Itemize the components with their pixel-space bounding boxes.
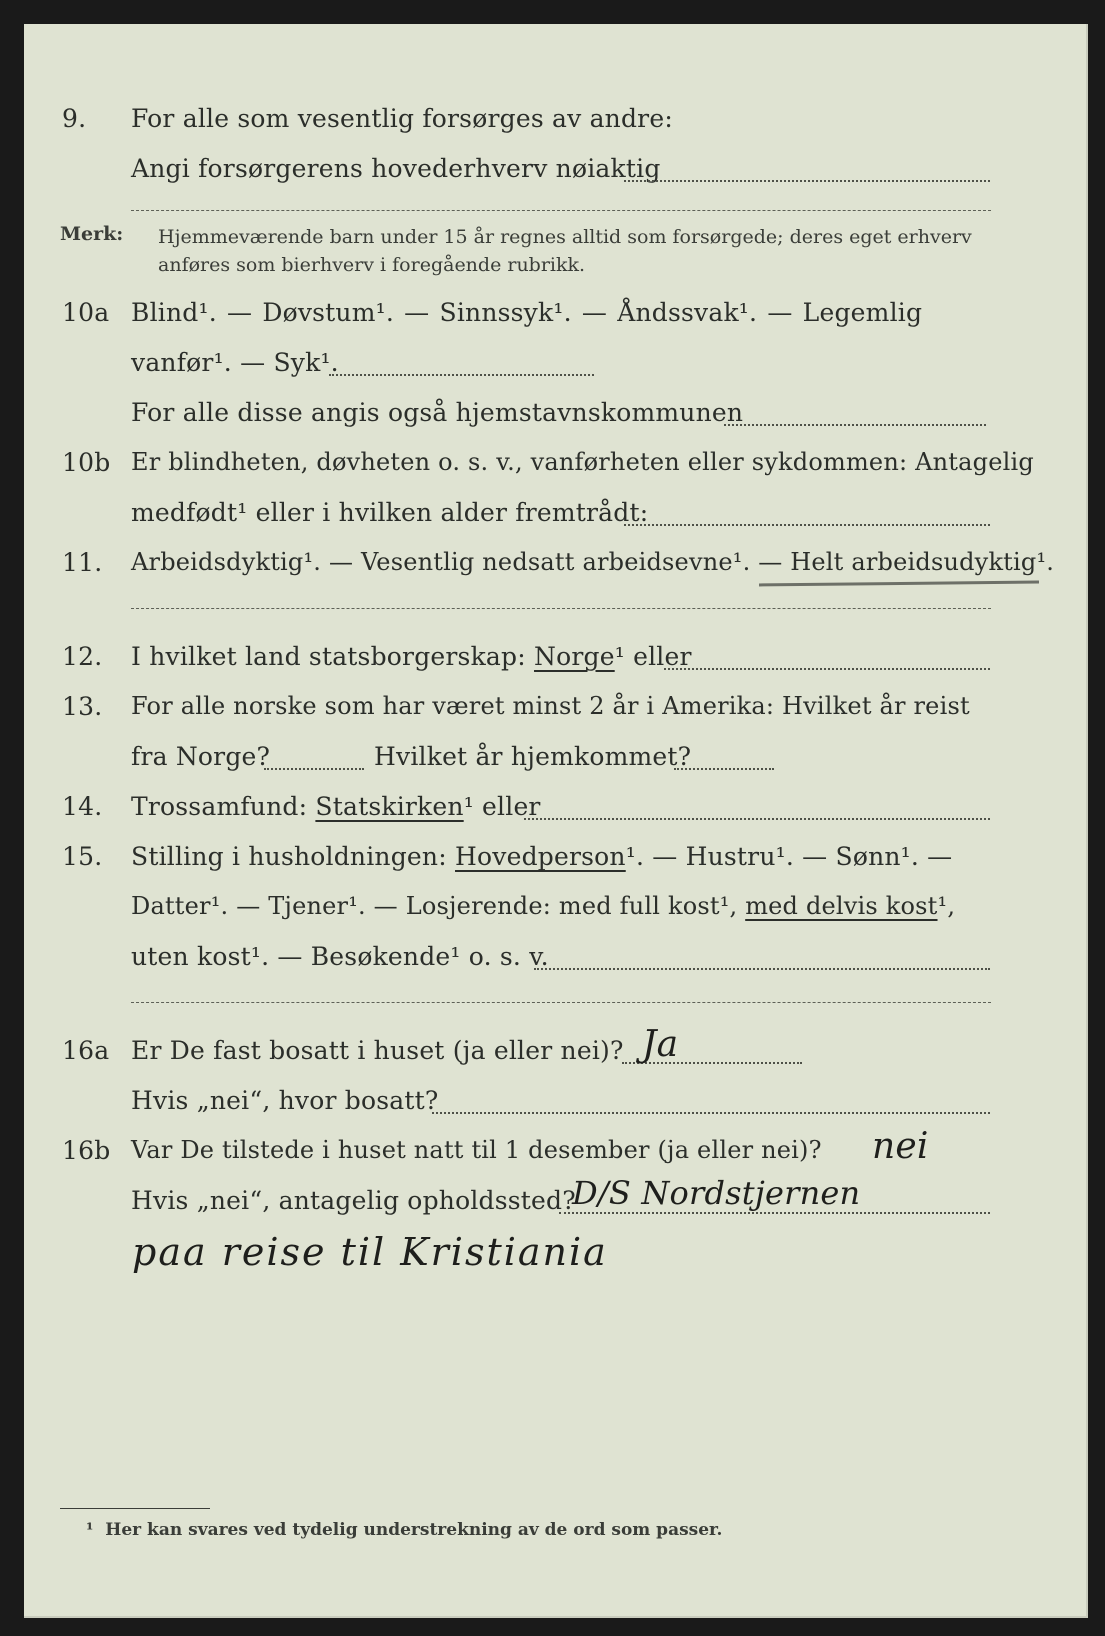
question-text xyxy=(131,842,952,871)
answer-line xyxy=(674,768,774,770)
question-13 xyxy=(24,686,1086,734)
question-text: Hvis „nei“, antagelig opholdssted? xyxy=(131,1186,576,1215)
answer-line xyxy=(432,1112,990,1114)
question-text-part: Datter¹. — Tjener¹. — Losjerende: med full kost¹, xyxy=(131,892,746,920)
answer-line xyxy=(559,1212,990,1214)
question-10a-line3 xyxy=(24,392,1086,440)
question-16b-line2 xyxy=(24,1174,1086,1228)
answer-line xyxy=(131,1002,991,1003)
question-16a xyxy=(24,1024,1086,1078)
footnote xyxy=(86,1520,722,1540)
question-text: Hvis „nei“, hvor bosatt? xyxy=(131,1086,439,1115)
question-text: vanfør¹. — Syk¹. xyxy=(131,348,339,377)
note-text: Hjemmeværende barn under 15 år regnes alltid som forsørgede; deres eget erhverv anføres som bierhverv i foregående rubrikk. xyxy=(158,226,972,276)
underlined-answer: Norge xyxy=(534,642,615,671)
answer-line xyxy=(131,608,991,609)
question-number: 12. xyxy=(62,642,103,671)
footnote-text: Her kan svares ved tydelig understrekning av de ord som passer. xyxy=(105,1520,723,1540)
answer-line xyxy=(329,374,594,376)
handwritten-answer: D/S Nordstjernen xyxy=(572,1174,861,1212)
pencil-stroke xyxy=(759,581,1039,587)
question-number: 10a xyxy=(62,298,110,327)
question-11 xyxy=(24,542,1086,590)
question-10b xyxy=(24,442,1086,490)
question-number: 16b xyxy=(62,1136,111,1165)
question-text-part: ¹ eller xyxy=(614,642,692,671)
handwritten-answer-continued: paa reise til Kristiania xyxy=(132,1230,608,1274)
question-text xyxy=(131,892,955,920)
question-text-part: ¹ eller xyxy=(463,792,541,821)
question-text: Blind¹. — Døvstum¹. — Sinnssyk¹. — Åndssvak¹. — Legemlig xyxy=(131,298,923,327)
underlined-answer: Statskirken xyxy=(315,792,464,821)
question-14 xyxy=(24,786,1086,834)
question-10a xyxy=(24,292,1086,340)
question-text xyxy=(131,642,692,671)
question-text: For alle som vesentlig forsørges av andre: xyxy=(131,104,673,133)
answer-line xyxy=(624,524,990,526)
answer-line xyxy=(534,968,990,970)
question-text-part: I hvilket land statsborgerskap: xyxy=(131,642,526,671)
question-number: 16a xyxy=(62,1036,110,1065)
underlined-answer: Hovedperson xyxy=(455,842,626,871)
question-10b-line2 xyxy=(24,492,1086,540)
footnote-divider xyxy=(60,1508,210,1509)
handwritten-answer: Ja xyxy=(642,1024,679,1065)
answer-line xyxy=(664,668,990,670)
question-text: For alle disse angis også hjemstavnskommunen xyxy=(131,398,744,427)
question-number: 11. xyxy=(62,548,103,577)
question-text-part: ¹, xyxy=(937,892,956,920)
question-text xyxy=(131,792,541,821)
question-text: For alle norske som har været minst 2 år i Amerika: Hvilket år reist xyxy=(131,692,970,720)
question-text: medfødt¹ eller i hvilken alder fremtrådt: xyxy=(131,498,649,527)
question-number: 14. xyxy=(62,792,103,821)
question-number: 13. xyxy=(62,692,103,721)
census-form-page xyxy=(24,24,1088,1618)
answer-line xyxy=(624,180,990,182)
question-text: Angi forsørgerens hovederhverv nøiaktig xyxy=(131,154,661,183)
question-text-part: Stilling i husholdningen: xyxy=(131,842,447,871)
question-12 xyxy=(24,636,1086,684)
question-9 xyxy=(24,98,1086,146)
question-text: uten kost¹. — Besøkende¹ o. s. v. xyxy=(131,942,549,971)
question-text: Var De tilstede i huset natt til 1 desember (ja eller nei)? xyxy=(131,1136,822,1164)
answer-line xyxy=(264,768,364,770)
question-text: Er blindheten, døvheten o. s. v., vanførheten eller sykdommen: Antagelig xyxy=(131,448,1034,476)
question-text-part: ¹. — Hustru¹. — Sønn¹. — xyxy=(625,842,953,871)
question-number: 9. xyxy=(62,104,87,133)
question-number: 15. xyxy=(62,842,103,871)
question-15-line3 xyxy=(24,936,1086,984)
question-15-line2 xyxy=(24,886,1086,934)
question-text-part: Trossamfund: xyxy=(131,792,308,821)
question-text: Arbeidsdyktig¹. — Vesentlig nedsatt arbeidsevne¹. — Helt arbeidsudyktig¹. xyxy=(131,548,1055,576)
question-text: fra Norge? xyxy=(131,742,271,771)
question-16b xyxy=(24,1126,1086,1178)
question-13-line2 xyxy=(24,736,1086,784)
question-number: 10b xyxy=(62,448,111,477)
question-text: Hvilket år hjemkommet? xyxy=(374,742,692,771)
answer-line xyxy=(131,210,991,211)
note-label: Merk: xyxy=(60,223,124,245)
handwritten-answer: nei xyxy=(872,1126,929,1167)
question-10a-line2 xyxy=(24,342,1086,390)
footnote-mark: ¹ xyxy=(86,1520,94,1540)
question-9-line2 xyxy=(24,148,1086,196)
question-16a-line2 xyxy=(24,1080,1086,1128)
answer-line xyxy=(724,424,986,426)
answer-line xyxy=(524,818,990,820)
underlined-answer: med delvis kost xyxy=(745,892,938,920)
question-text: Er De fast bosatt i huset (ja eller nei)? xyxy=(131,1036,624,1065)
question-15 xyxy=(24,836,1086,884)
